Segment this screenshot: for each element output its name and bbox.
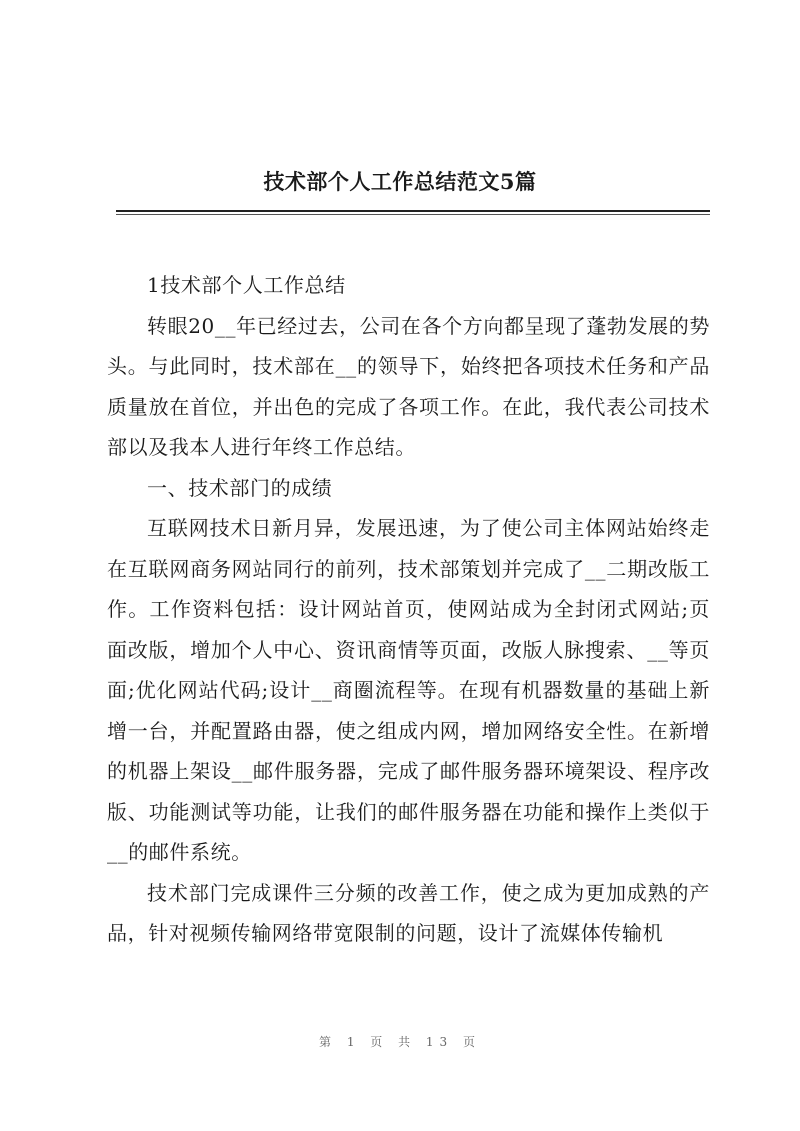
page-title: 技术部个人工作总结范文5篇	[263, 169, 537, 194]
section-heading-1: 1技术部个人工作总结	[147, 273, 346, 297]
paragraph: 互联网技术日新月异，发展迅速，为了使公司主体网站始终走在互联网商务网站同行的前列，技术部策划并完成了__二期改版工作。工作资料包括：设计网站首页，使网站成为全封闭式网站;页面改版，增加个人中心、资讯商情等页面，改版人脉搜索、__等页面;优化网站代码;设计__商圈流程等。在现有机器数量的基础上新增一台，并配置路由器，使之组成内网，增加网络安全性。在新增的机器上架设__邮件服务器，完成了邮件服务器环境架设、程序改版、功能测试等功能，让我们的邮件服务器在功能和操作上类似于__的邮件系统。	[107, 516, 710, 864]
paragraph: 技术部门完成课件三分频的改善工作，使之成为更加成熟的产品，针对视频传输网络带宽限制的问题，设计了流媒体传输机	[107, 880, 710, 945]
paragraph: 转眼20__年已经过去，公司在各个方向都呈现了蓬勃发展的势头。与此同时，技术部在__的领导下，始终把各项技术任务和产品质量放在首位，并出色的完成了各项工作。在此，我代表公司技术部以及我本人进行年终工作总结。	[107, 313, 710, 459]
document-body	[107, 265, 710, 954]
section-heading-2: 一、技术部门的成绩	[147, 475, 333, 500]
title-divider	[116, 210, 710, 212]
page-footer: 第 1 页 共 13 页	[319, 1035, 481, 1049]
